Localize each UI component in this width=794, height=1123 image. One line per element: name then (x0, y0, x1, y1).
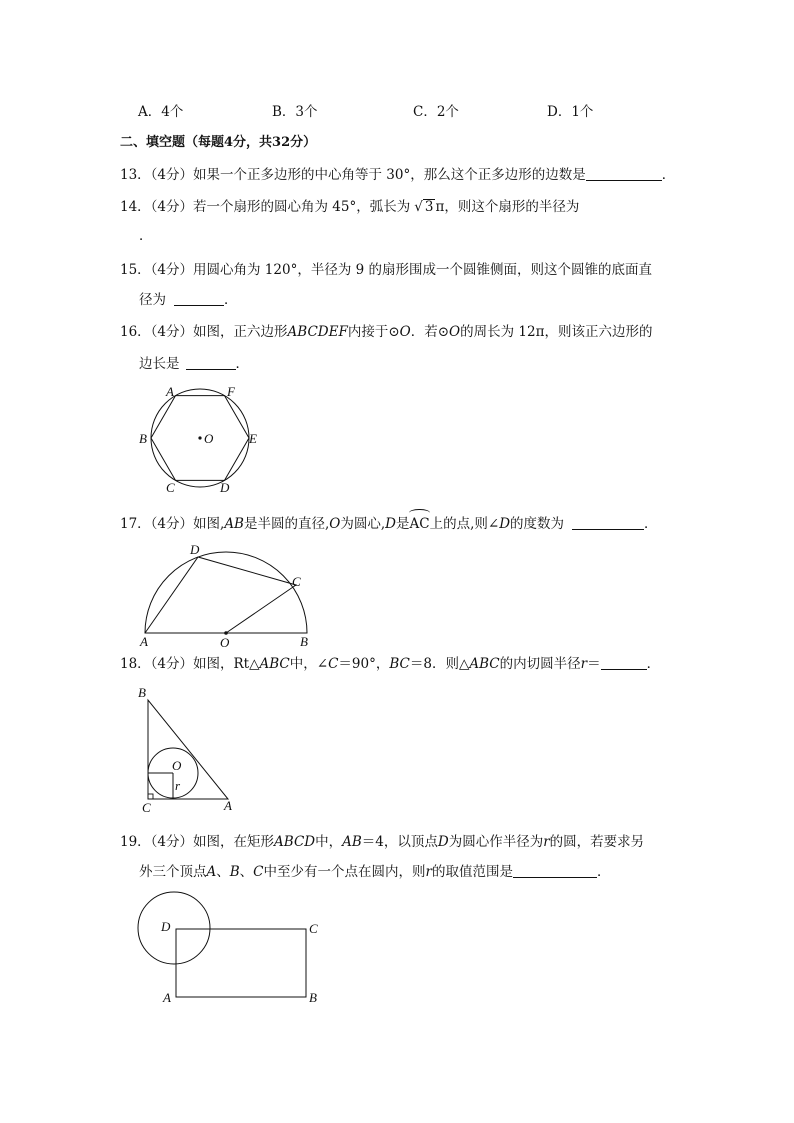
q13-text: 13．（4分）如果一个正多边形的中心角等于 30°，那么这个正多边形的边数是 (120, 167, 586, 183)
rectangle-figure (136, 890, 336, 1008)
option-b: B．3个 (272, 104, 318, 120)
q15-line1: 15．（4分）用圆心角为 120°，半径为 9 的扇形围成一个圆锥侧面，则这个圆锥的底面直 (120, 262, 652, 278)
q17-t3: 是半圆的直径, (243, 516, 330, 532)
question-13 (120, 165, 675, 185)
question-14: 14．（4分）若一个扇形的圆心角为 45°，弧长为 √ 3 π，则这个扇形的半径为 (120, 199, 580, 215)
label-C: C (142, 800, 151, 815)
label-B: B (300, 634, 308, 649)
q18-t7: ＝8．则△ (409, 656, 470, 672)
q19-l2f: C (253, 864, 264, 880)
q17-answer-blank (572, 515, 644, 530)
q16-t7: 的周长为 12π，则该正六边形的 (460, 324, 653, 340)
q17-t6: D (385, 516, 396, 532)
q17-t8: 上的点,则∠ (429, 516, 500, 532)
q15-answer-blank (174, 291, 224, 306)
option-a: A．4个 (138, 104, 184, 120)
question-17 (120, 514, 658, 534)
q16-t1: 16．（4分）如图，正六边形 (120, 324, 288, 340)
option-c: C．2个 (413, 104, 459, 120)
q17-t1: 17．（4分）如图, (120, 516, 225, 532)
label-D: D (190, 542, 200, 557)
label-A: A (163, 990, 171, 1005)
label-E: E (249, 431, 257, 446)
q19-l2g: 中至少有一个点在圆内，则 (263, 864, 426, 880)
rectangle (176, 929, 306, 997)
q14-sqrt-value: 3 (424, 199, 434, 215)
q16-line1 (120, 322, 652, 342)
q18-t3: 中，∠ (289, 656, 329, 672)
q18-end: ． (646, 656, 661, 672)
q16-answer-blank (186, 355, 236, 370)
q17-end: ． (644, 516, 658, 532)
q16-line2 (139, 354, 249, 374)
q19-l1h: r (543, 834, 550, 850)
label-O: O (204, 431, 214, 446)
q18-t8: ABC (469, 656, 500, 672)
q19-answer-blank (513, 863, 597, 878)
q18-t11: ＝ (587, 656, 601, 672)
q17-t10: 的度数为 (510, 516, 565, 532)
label-C: C (309, 921, 318, 936)
q19-l2i: 的取值范围是 (431, 864, 513, 880)
q16-t2: ABCDEF (287, 324, 348, 340)
question-15-line2 (139, 290, 238, 310)
q17-t5: 为圆心, (340, 516, 386, 532)
q19-l2d: B (229, 864, 240, 880)
q19-l2b: A (206, 864, 217, 880)
center-point (198, 436, 201, 439)
q19-l1g: 为圆心作半径为 (448, 834, 544, 850)
right-angle-mark (148, 794, 153, 799)
q14-text-a: 14．（4分）若一个扇形的圆心角为 45°，弧长为 (120, 199, 411, 215)
q19-l1a: 19．（4分）如图，在矩形 (120, 834, 275, 850)
q14-text-b: π，则这个扇形的半径为 (435, 199, 580, 215)
q19-l1c: 中， (315, 834, 343, 850)
q18-t1: 18．（4分）如图，Rt△ (120, 656, 260, 672)
q19-end: ． (596, 864, 611, 880)
q17-t7: 是 (395, 516, 410, 532)
label-D: D (220, 480, 230, 495)
q15-line2-text: 径为 (139, 292, 166, 308)
q13-end: ． (661, 167, 676, 183)
label-C: C (292, 574, 301, 589)
q16-t5: ．若⊙ (410, 324, 450, 340)
q18-t9: 的内切圆半径 (499, 656, 581, 672)
section-title: 二、填空题（每题4分，共32分） (120, 135, 317, 150)
q14-line2: ． (139, 228, 153, 244)
q18-t6: BC (389, 656, 410, 672)
label-B: B (139, 431, 147, 446)
q19-l2e: 、 (239, 864, 254, 880)
label-O: O (172, 758, 182, 773)
label-B: B (138, 685, 146, 700)
q19-l1i: 的圆，若要求另 (549, 834, 645, 850)
q19-line1 (120, 832, 644, 852)
label-B: B (309, 990, 317, 1005)
hexagon-figure (136, 380, 266, 498)
semicircle (145, 552, 307, 633)
q18-t5: ＝90°， (338, 656, 390, 672)
q19-l1b: ABCD (274, 834, 316, 850)
q19-l1f: D (437, 834, 449, 850)
q19-l1d: AB (342, 834, 362, 850)
q18-t2: ABC (259, 656, 290, 672)
label-O: O (220, 635, 230, 650)
q17-arc: AC (409, 516, 430, 532)
question-18 (120, 654, 660, 674)
label-A: A (224, 798, 232, 813)
label-A: A (166, 384, 174, 399)
q17-t2: AB (224, 516, 244, 532)
label-D: D (161, 919, 171, 934)
q17-t9: D (499, 516, 511, 532)
q18-t10: r (580, 656, 588, 672)
q15-end: ． (224, 292, 238, 308)
chords (145, 557, 296, 633)
circle-at-D (138, 892, 210, 964)
right-triangle-figure (134, 684, 244, 814)
q16-t6: O (449, 324, 461, 340)
label-F: F (227, 384, 235, 399)
q17-t4: O (329, 516, 341, 532)
q16-t4: O (399, 324, 411, 340)
q16-end: ． (235, 356, 249, 372)
q18-answer-blank (601, 655, 647, 670)
q13-answer-blank (586, 166, 662, 181)
q16-t3: 内接于⊙ (347, 324, 400, 340)
q19-l2h: r (425, 864, 432, 880)
q18-t4: C (328, 656, 339, 672)
q19-l2a: 外三个顶点 (139, 864, 207, 880)
triangle (148, 700, 228, 799)
label-C: C (166, 480, 175, 495)
q16-line2-text: 边长是 (139, 356, 180, 372)
label-r: r (175, 778, 181, 793)
semicircle-figure (138, 540, 318, 650)
q19-l2c: 、 (216, 864, 230, 880)
q19-l1e: ＝4，以顶点 (361, 834, 438, 850)
q19-line2 (139, 862, 610, 882)
label-A: A (140, 634, 148, 649)
option-d: D．1个 (547, 104, 594, 120)
